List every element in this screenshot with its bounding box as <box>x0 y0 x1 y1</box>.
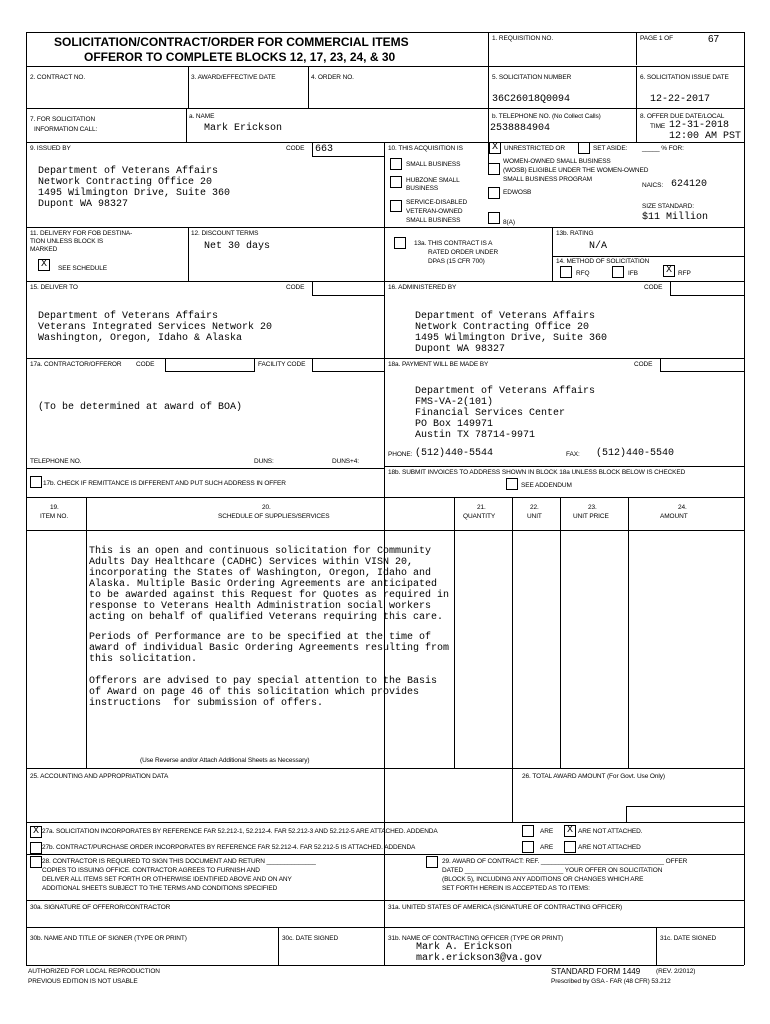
form-title: SOLICITATION/CONTRACT/ORDER FOR COMMERCIAL ITEMS <box>54 35 409 49</box>
issued-by-code: 663 <box>315 144 334 155</box>
contractor-code-box[interactable] <box>165 358 255 372</box>
solicitation-number[interactable]: 36C26018Q0094 <box>492 94 571 105</box>
contact-name[interactable]: Mark Erickson <box>204 123 283 134</box>
duns-label: DUNS: <box>254 458 274 465</box>
issued-by-address[interactable]: Department of Veterans Affairs Network Contracting Office 20 1495 Wilmington Drive, Suite 360 Dupont WA 98327 <box>38 166 231 210</box>
acquisition-label: 10. THIS ACQUISITION IS <box>388 145 463 152</box>
27a-label: 27a. SOLICITATION INCORPORATES BY REFERENCE FAR 52.212-1, 52.212-4. FAR 52.212-3 AND 52.212-5 ARE ATTACHED. ADDENDA <box>42 828 438 835</box>
edwosb-checkbox[interactable] <box>488 187 500 199</box>
fob-label-3: MARKED <box>30 246 58 253</box>
schedule-paragraph-3: Offerors are advised to pay special attention to the Basis of Award on page 46 of this solicitation which provides instructions for submission of offers. <box>89 676 438 709</box>
award-date-label: 3. AWARD/EFFECTIVE DATE <box>191 74 276 81</box>
sdvosb-label: SERVICE-DISABLED <box>406 199 468 206</box>
wosb-label: WOMEN-OWNED SMALL BUSINESS <box>503 158 611 165</box>
fax-value[interactable]: (512)440-5540 <box>596 448 675 459</box>
requisition-field[interactable] <box>488 44 636 65</box>
unrestricted-checkbox[interactable]: X <box>489 142 501 154</box>
27b-are-label: ARE <box>540 844 554 851</box>
col-quantity-num: 21. <box>477 504 486 511</box>
footer-form: STANDARD FORM 1449 <box>551 967 641 976</box>
deliver-to-code-box[interactable] <box>312 281 385 296</box>
footer-prescribed: Prescribed by GSA - FAR (48 CFR) 53.212 <box>551 978 671 985</box>
unrestricted-label: UNRESTRICTED OR <box>504 145 565 152</box>
form-subtitle: OFFEROR TO COMPLETE BLOCKS 12, 17, 23, 24, & 30 <box>84 50 396 64</box>
page-total: 67 <box>708 34 720 45</box>
27a-are-not-checkbox[interactable]: X <box>564 825 576 837</box>
see-schedule-label: SEE SCHEDULE <box>58 265 108 272</box>
hubzone-checkbox[interactable] <box>390 176 402 188</box>
offer-due-label: 8. OFFER DUE DATE/LOCAL <box>640 113 725 120</box>
col-schedule: SCHEDULE OF SUPPLIES/SERVICES <box>218 513 330 520</box>
discount-terms-label: 12. DISCOUNT TERMS <box>191 230 259 237</box>
29-line-3: (BLOCK 5), INCLUDING ANY ADDITIONS OR CHANGES WHICH ARE <box>442 876 644 883</box>
order-no-label: 4. ORDER NO. <box>311 74 354 81</box>
27a-are-not-label: ARE NOT ATTACHED. <box>578 828 643 835</box>
size-standard-label: SIZE STANDARD: <box>642 203 694 210</box>
col-amount-num: 24. <box>678 504 687 511</box>
administered-by-code-box[interactable] <box>670 281 745 296</box>
contact-telephone[interactable]: 2538884904 <box>490 123 551 134</box>
27b-checkbox[interactable] <box>30 842 42 854</box>
small-business-label: SMALL BUSINESS <box>406 161 461 168</box>
duns4-label: DUNS+4: <box>332 458 359 465</box>
telephone-label: b. TELEPHONE NO. (No Collect Calls) <box>492 113 601 120</box>
27b-are-not-label: ARE NOT ATTACHED <box>578 844 641 851</box>
29-line-2: DATED ____________________________ YOUR OFFER ON SOLICITATION <box>442 867 663 874</box>
contractor-date-label: 30c. DATE SIGNED <box>282 935 339 942</box>
28-line-1: 28. CONTRACTOR IS REQUIRED TO SIGN THIS DOCUMENT AND RETURN ______________ <box>42 858 316 865</box>
col-unit-price-num: 23. <box>588 504 597 511</box>
rfp-checkbox[interactable]: X <box>663 265 675 277</box>
sdvosb-label-2: VETERAN-OWNED <box>406 208 463 215</box>
total-award-field[interactable] <box>626 806 745 823</box>
27a-are-label: ARE <box>540 828 554 835</box>
officer-date-label: 31c. DATE SIGNED <box>660 935 717 942</box>
28-checkbox[interactable] <box>30 856 42 868</box>
sdvosb-checkbox[interactable] <box>390 200 402 212</box>
27b-are-checkbox[interactable] <box>522 841 534 853</box>
administered-by-address[interactable]: Department of Veterans Affairs Network Contracting Office 20 1495 Wilmington Drive, Suite 360 Dupont WA 98327 <box>415 311 608 355</box>
offer-due-time[interactable]: 12:00 AM PST <box>669 131 742 142</box>
schedule-paragraph-1: This is an open and continuous solicitation for Community Adults Day Healthcare (CADHC) Services within VISN 20, incorporating the States of Washington, Oregon, Idaho and Alaska. Multiple Basic Ordering Agreements are anticipated to be awarded against this Request for Quotes as required in response to Veterans Health Administration social workers acting on behalf of qualified Veterans requiring this care. <box>89 546 450 623</box>
hubzone-label: HUBZONE SMALL <box>406 177 460 184</box>
eight-a-label: 8(A) <box>503 219 515 226</box>
ifb-checkbox[interactable] <box>612 266 624 278</box>
27a-are-checkbox[interactable] <box>522 825 534 837</box>
wosb-label-3: SMALL BUSINESS PROGRAM <box>503 176 592 183</box>
issued-by-label: 9. ISSUED BY <box>30 145 71 152</box>
time-label: TIME <box>650 123 666 130</box>
fax-label: FAX: <box>566 451 580 458</box>
size-standard-value[interactable]: $11 Million <box>642 212 709 223</box>
issue-date[interactable]: 12-22-2017 <box>650 94 711 105</box>
28-line-4: ADDITIONAL SHEETS SUBJECT TO THE TERMS AND CONDITIONS SPECIFIED <box>42 885 278 892</box>
col-item-no-num: 19. <box>50 504 59 511</box>
footer-rev: (REV. 2/2012) <box>656 968 696 975</box>
see-addendum-label: SEE ADDENDUM <box>521 482 572 489</box>
footer-authorized: AUTHORIZED FOR LOCAL REPRODUCTION <box>28 968 160 975</box>
info-call-label-2: INFORMATION CALL: <box>34 126 98 133</box>
rfp-label: RFP <box>678 270 691 277</box>
officer-email[interactable]: mark.erickson3@va.gov <box>416 953 543 964</box>
facility-code-label: FACILITY CODE <box>258 361 306 368</box>
signer-name-label: 30b. NAME AND TITLE OF SIGNER (TYPE OR PRINT) <box>30 935 187 942</box>
set-aside-label: SET ASIDE: <box>593 145 628 152</box>
27b-are-not-checkbox[interactable] <box>564 841 576 853</box>
telephone-no-label: TELEPHONE NO. <box>30 458 82 465</box>
administered-by-code-label: CODE <box>644 284 663 291</box>
col-amount: AMOUNT <box>660 513 688 520</box>
wosb-checkbox[interactable] <box>488 163 500 175</box>
requisition-label: 1. REQUISITION NO. <box>492 35 554 42</box>
schedule-paragraph-2: Periods of Performance are to be specified at the time of award of individual Basic Ordering Agreements resulting from this solicitation. <box>89 632 450 665</box>
contractor-value[interactable]: (To be determined at award of BOA) <box>38 402 243 413</box>
col-quantity: QUANTITY <box>463 513 496 520</box>
eight-a-checkbox[interactable] <box>488 212 500 224</box>
facility-code-box[interactable] <box>312 358 385 372</box>
issued-by-code-label: CODE <box>286 145 305 152</box>
percent-label: _____ % FOR: <box>642 145 684 152</box>
administered-by-label: 16. ADMINISTERED BY <box>388 284 457 291</box>
27b-label: 27b. CONTRACT/PURCHASE ORDER INCORPORATES BY REFERENCE FAR 52.212-4. FAR 52.212-5 IS ATTACHED. ADDENDA <box>42 844 416 851</box>
hubzone-label-2: BUSINESS <box>406 185 439 192</box>
col-unit: UNIT <box>527 513 542 520</box>
rated-order-label-3: DPAS (15 CFR 700) <box>428 258 485 265</box>
invoices-label: 18b. SUBMIT INVOICES TO ADDRESS SHOWN IN BLOCK 18a UNLESS BLOCK BELOW IS CHECKED <box>388 469 686 476</box>
contractor-label: 17a. CONTRACTOR/OFFEROR <box>30 361 122 368</box>
officer-name[interactable]: Mark A. Erickson <box>416 942 513 953</box>
solicitation-number-label: 5. SOLICITATION NUMBER <box>492 74 572 81</box>
rated-order-label-2: RATED ORDER UNDER <box>428 249 499 256</box>
payment-code-box[interactable] <box>660 358 745 372</box>
ifb-label: IFB <box>628 270 638 277</box>
rated-order-label: 13a. THIS CONTRACT IS A <box>414 240 493 247</box>
wosb-label-2: (WOSB) ELIGIBLE UNDER THE WOMEN-OWNED <box>503 167 649 174</box>
remittance-label: 17b. CHECK IF REMITTANCE IS DIFFERENT AND PUT SUCH ADDRESS IN OFFER <box>43 480 286 487</box>
fob-label-2: TION UNLESS BLOCK IS <box>30 238 104 245</box>
remittance-checkbox[interactable] <box>30 476 42 488</box>
naics-label: NAICS: <box>642 182 664 189</box>
27a-checkbox[interactable]: X <box>30 826 42 838</box>
rated-order-checkbox[interactable] <box>394 237 406 249</box>
col-schedule-num: 20. <box>262 504 271 511</box>
edwosb-label: EDWOSB <box>503 189 532 196</box>
payment-label: 18a. PAYMENT WILL BE MADE BY <box>388 361 489 368</box>
small-business-checkbox[interactable] <box>390 158 402 170</box>
deliver-to-label: 15. DELIVER TO <box>30 284 78 291</box>
footer-previous: PREVIOUS EDITION IS NOT USABLE <box>28 978 138 985</box>
info-call-label: 7. FOR SOLICITATION <box>30 116 96 123</box>
signature-contractor-label: 30a. SIGNATURE OF OFFEROR/CONTRACTOR <box>30 904 171 911</box>
issue-date-label: 6. SOLICITATION ISSUE DATE <box>640 74 729 81</box>
rating-value[interactable]: N/A <box>589 241 608 252</box>
payment-address[interactable]: Department of Veterans Affairs FMS-VA-2(101) Financial Services Center PO Box 149971 Austin TX 78714-9971 <box>415 386 596 441</box>
col-unit-num: 22. <box>530 504 539 511</box>
rfq-checkbox[interactable] <box>560 266 572 278</box>
see-addendum-checkbox[interactable] <box>506 478 518 490</box>
rfq-label: RFQ <box>576 270 590 277</box>
accounting-label: 25. ACCOUNTING AND APPROPRIATION DATA <box>30 773 169 780</box>
29-line-1: 29. AWARD OF CONTRACT: REF. ___________________________________ OFFER <box>442 858 688 865</box>
col-unit-price: UNIT PRICE <box>573 513 609 520</box>
naics-value[interactable]: 624120 <box>671 179 708 190</box>
phone-value[interactable]: (512)440-5544 <box>415 448 494 459</box>
contract-no-label: 2. CONTRACT NO. <box>30 74 86 81</box>
29-checkbox[interactable] <box>426 856 438 868</box>
28-line-3: DELIVER ALL ITEMS SET FORTH OR OTHERWISE IDENTIFIED ABOVE AND ON ANY <box>42 876 292 883</box>
29-line-4: SET FORTH HEREIN IS ACCEPTED AS TO ITEMS: <box>442 885 590 892</box>
phone-label: PHONE: <box>388 451 413 458</box>
deliver-to-address[interactable]: Department of Veterans Affairs Veterans Integrated Services Network 20 Washington, Oregon, Idaho & Alaska <box>38 311 273 344</box>
sdvosb-label-3: SMALL BUSINESS <box>406 217 461 224</box>
set-aside-checkbox[interactable] <box>578 142 590 154</box>
rating-label: 13b. RATING <box>556 230 594 237</box>
schedule-note: (Use Reverse and/or Attach Additional Sheets as Necessary) <box>140 757 310 764</box>
contractor-code-label: CODE <box>136 361 155 368</box>
name-label: a. NAME <box>189 113 215 120</box>
col-item-no: ITEM NO. <box>40 513 69 520</box>
deliver-to-code-label: CODE <box>286 284 305 291</box>
method-label: 14. METHOD OF SOLICITATION <box>556 258 650 265</box>
total-award-label: 26. TOTAL AWARD AMOUNT (For Govt. Use Only) <box>522 773 665 780</box>
officer-name-label: 31b. NAME OF CONTRACTING OFFICER (TYPE OR PRINT) <box>388 935 564 942</box>
page-label: PAGE 1 OF <box>640 35 673 42</box>
see-schedule-checkbox[interactable]: X <box>38 259 50 271</box>
offer-due-date[interactable]: 12-31-2018 <box>669 120 730 131</box>
payment-code-label: CODE <box>634 361 653 368</box>
fob-label: 11. DELIVERY FOR FOB DESTINA- <box>30 230 133 237</box>
28-line-2: COPIES TO ISSUING OFFICE. CONTRACTOR AGREES TO FURNISH AND <box>42 867 260 874</box>
discount-terms[interactable]: Net 30 days <box>204 241 271 252</box>
signature-officer-label: 31a. UNITED STATES OF AMERICA (SIGNATURE OF CONTRACTING OFFICER) <box>388 904 623 911</box>
